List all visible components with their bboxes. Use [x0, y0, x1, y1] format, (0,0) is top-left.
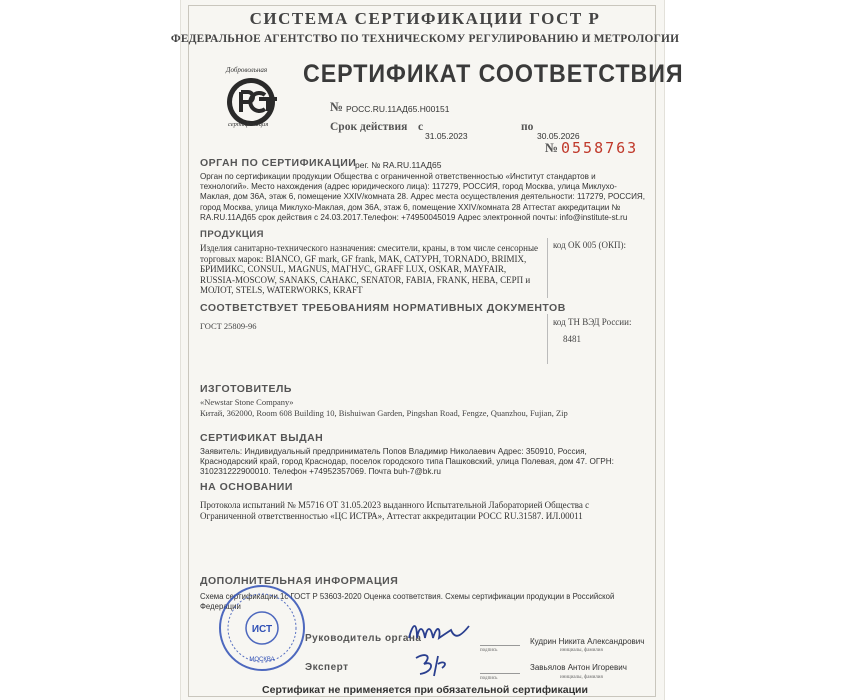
- issued-heading: СЕРТИФИКАТ ВЫДАН: [200, 432, 324, 444]
- serial-number: 0558763: [561, 139, 639, 157]
- manufacturer-name: «Newstar Stone Company»: [200, 397, 294, 407]
- head-name-caption: инициалы, фамилия: [560, 648, 603, 653]
- issued-text: Заявитель: Индивидуальный предприниматель Попов Владимир Николаевич Адрес: 350910, Россия, Краснодарский край, город Краснодар, поселок городского типа Пашковский, улица Полевая, дом 47. ОГРН: 310231222900010. Телефон +74952357069. Почта buh-7@bk.ru: [200, 447, 614, 477]
- head-label: Руководитель органа: [305, 633, 422, 644]
- tnved-label: код ТН ВЭД России:: [553, 317, 632, 327]
- validity-to: 30.05.2026: [537, 131, 580, 141]
- okp-label: код ОК 005 (ОКП):: [553, 240, 626, 250]
- basis-text: Протокола испытаний № М5716 ОТ 31.05.2023 выданного Испытательной Лабораторией Общества с Ограниченной ответственностью «ЦС ИСТРА», Аттестат аккредитации РОСС RU.31587. ИЛ.00011: [200, 500, 590, 521]
- basis-heading: НА ОСНОВАНИИ: [200, 481, 293, 493]
- validity-from: 31.05.2023: [425, 131, 468, 141]
- cert-number: РОСС.RU.11АД65.Н00151: [346, 104, 450, 114]
- additional-text: Схема сертификации 1с ГОСТ Р 53603-2020 Оценка соответствия. Схемы сертификации продукции в Российской Федерации: [200, 592, 615, 612]
- product-heading: ПРОДУКЦИЯ: [200, 229, 264, 240]
- agency-heading: ФЕДЕРАЛЬНОЕ АГЕНТСТВО ПО ТЕХНИЧЕСКОМУ РЕГУЛИРОВАНИЮ И МЕТРОЛОГИИ: [170, 33, 680, 45]
- organ-heading: ОРГАН ПО СЕРТИФИКАЦИИ: [200, 157, 357, 169]
- serial-label: №: [545, 140, 559, 155]
- standard: ГОСТ 25809-96: [200, 321, 257, 331]
- expert-name: Завьялов Антон Игоревич: [530, 663, 627, 672]
- validity-to-label: по: [521, 121, 534, 133]
- stamp-text: ИСТ: [251, 624, 273, 635]
- cert-number-label: №: [330, 99, 344, 114]
- logo-top-text: Добровольная: [226, 66, 268, 74]
- manufacturer-address: Китай, 362000, Room 608 Building 10, Bishuiwan Garden, Pingshan Road, Fengze, Quanzhou, Fujian, Zip: [200, 408, 568, 418]
- footer-note: Сертификат не применяется при обязательной сертификации: [262, 684, 588, 696]
- expert-signature-icon: [412, 650, 456, 680]
- manufacturer-heading: ИЗГОТОВИТЕЛЬ: [200, 383, 292, 395]
- conformity-heading: СООТВЕТСТВУЕТ ТРЕБОВАНИЯМ НОРМАТИВНЫХ ДОКУМЕНТОВ: [200, 302, 566, 314]
- organ-reg: рег. № RA.RU.11АД65: [355, 160, 442, 170]
- head-name: Кудрин Никита Александрович: [530, 637, 645, 646]
- tnved-code: 8481: [563, 334, 581, 344]
- additional-heading: ДОПОЛНИТЕЛЬНАЯ ИНФОРМАЦИЯ: [200, 575, 399, 587]
- expert-sig-caption: подпись: [480, 676, 498, 681]
- organ-stamp-icon: [218, 584, 306, 672]
- logo-bottom-text: сертификация: [228, 121, 269, 128]
- validity-label: Срок действия: [330, 121, 408, 133]
- head-sig-caption: подпись: [480, 648, 498, 653]
- expert-name-caption: инициалы, фамилия: [560, 675, 603, 680]
- product-text: Изделия санитарно-технического назначения: смесители, краны, в том числе сенсорные торговых марок: BIANCO, GF mark, GF frank, MAK, САТУРН, TORNADO, BRIMIX, БРИМИКС, CONSUL, MAGNUS, МАГНУС, GRAFF LUX, OSKAR, MAYFAIR, RUSSIA-MOSCOW, SANAKS, САНАКС, SENATOR, FABIA, FRANK, НЕВА, СЕРП и МОЛОТ, STELS, WATERWORKS, KRAFT: [200, 243, 539, 296]
- system-heading: СИСТЕМА СЕРТИФИКАЦИИ ГОСТ Р: [249, 9, 601, 28]
- stamp-city: МОСКВА: [249, 657, 275, 663]
- certificate-title: СЕРТИФИКАТ СООТВЕТСТВИЯ: [303, 60, 684, 88]
- validity-from-label: с: [418, 121, 424, 133]
- organ-text: Орган по сертификации продукции Общества с ограниченной ответственностью «Институт стандартов и технологий». Место нахождения (адрес юридического лица): 117279, РОССИЯ, город Москва, улица Миклухо-Маклая, дом 36А, этаж 6, помещение XXIV/комната 28. Адрес места осуществления деятельности: 117279, РОССИЯ, город Москва, улица Миклухо-Маклая, дом 36А, этаж 6, помещение XXIV/комната 28 Аттестат аккредитации № RA.RU.11АД65 срок действия с 24.03.2017.Телефон: +74950045019 Адрес электронной почты: info@institute-st.ru: [200, 172, 645, 222]
- expert-label: Эксперт: [305, 662, 349, 673]
- head-signature-icon: [405, 618, 475, 646]
